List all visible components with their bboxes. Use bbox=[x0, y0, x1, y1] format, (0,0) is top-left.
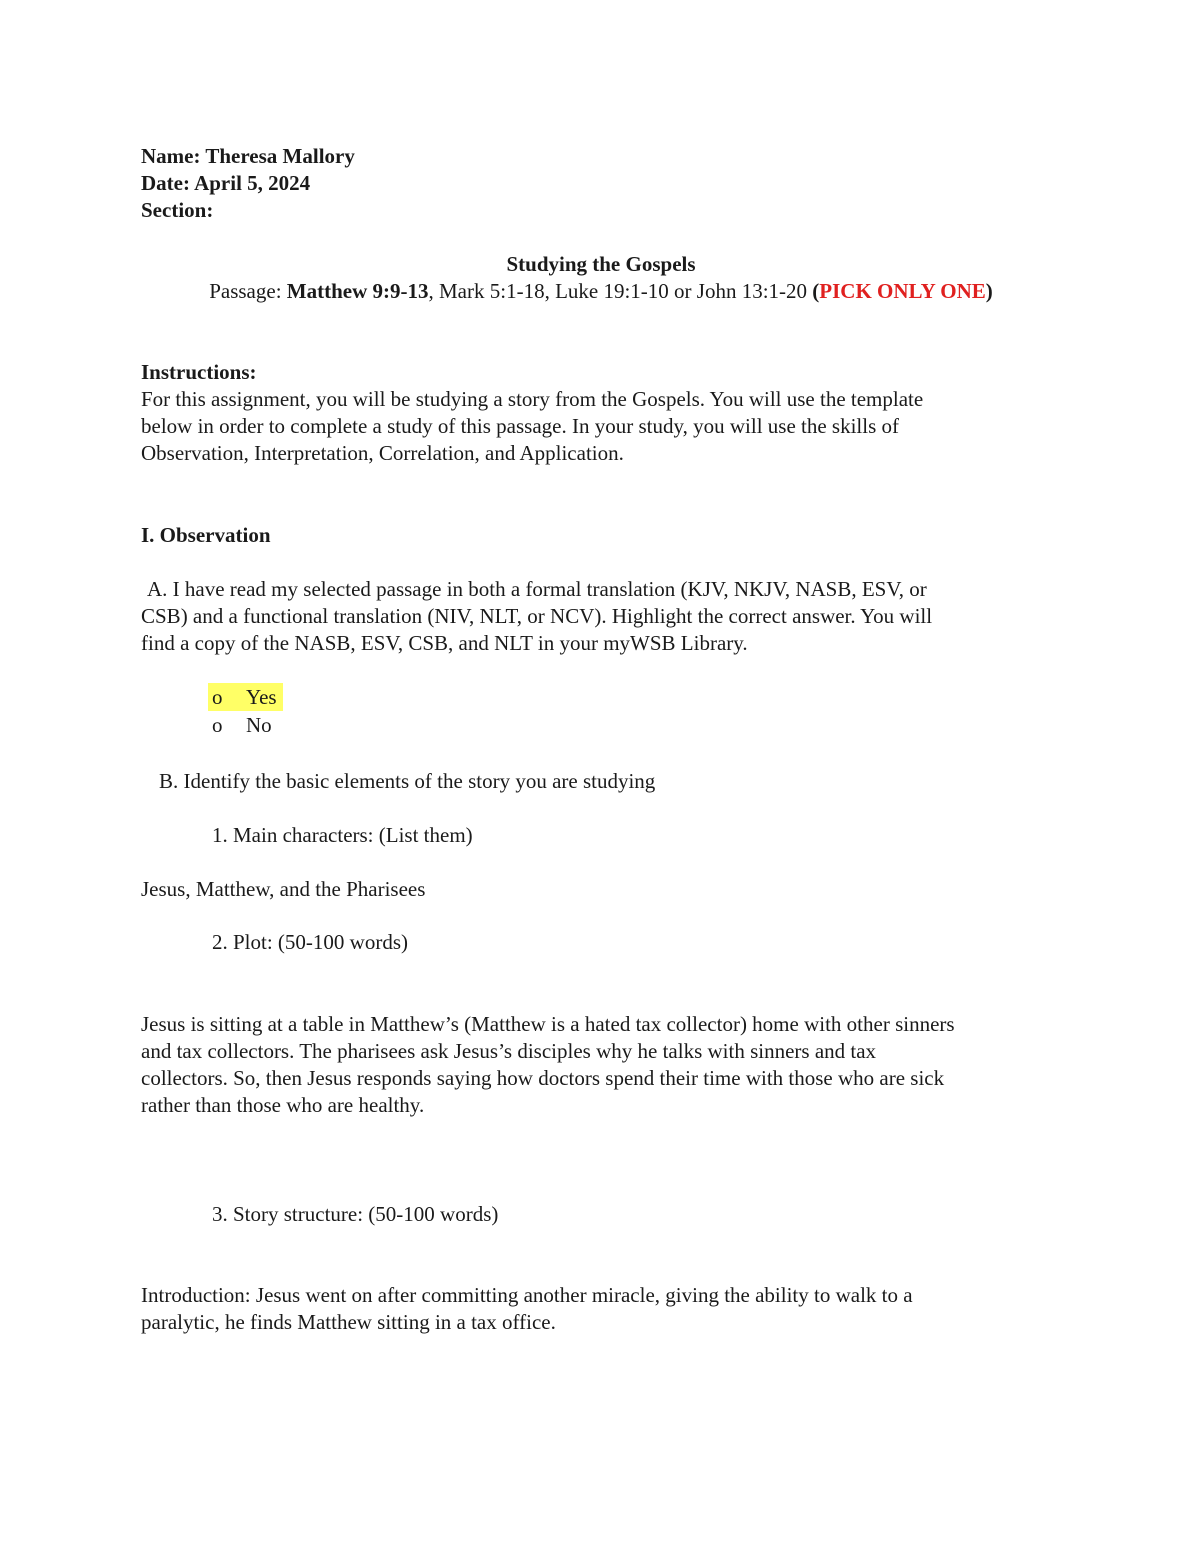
bullet-icon: o bbox=[212, 685, 223, 709]
observation-a-line: A. I have read my selected passage in both a formal translation (KJV, NKJV, NASB, ESV, or bbox=[147, 577, 927, 601]
plot-label: 2. Plot: (50-100 words) bbox=[212, 930, 408, 954]
story-structure-label: 3. Story structure: (50-100 words) bbox=[212, 1202, 499, 1226]
plot-answer-line: collectors. So, then Jesus responds saying how doctors spend their time with those who are sick bbox=[141, 1066, 945, 1090]
main-characters-answer: Jesus, Matthew, and the Pharisees bbox=[141, 877, 426, 901]
plot-answer-line: and tax collectors. The pharisees ask Jesus’s disciples why he talks with sinners and tax bbox=[141, 1039, 877, 1063]
pick-only-one-note: PICK ONLY ONE bbox=[819, 279, 986, 303]
document-title: Studying the Gospels bbox=[506, 252, 696, 276]
story-structure-answer-line: paralytic, he finds Matthew sitting in a tax office. bbox=[141, 1310, 556, 1334]
passage-close-paren: ) bbox=[985, 279, 993, 303]
observation-b-line: B. Identify the basic elements of the story you are studying bbox=[159, 769, 656, 793]
passage-line bbox=[141, 278, 1061, 305]
instructions-heading: Instructions: bbox=[141, 360, 257, 384]
section-line: Section: bbox=[141, 198, 214, 222]
highlighted-answer bbox=[208, 683, 283, 711]
bullet-icon: o bbox=[212, 713, 223, 737]
student-name: Name: Theresa Mallory bbox=[141, 144, 355, 168]
document-page bbox=[141, 143, 1061, 1336]
instructions-line: below in order to complete a study of this passage. In your study, you will use the skills of bbox=[141, 414, 900, 438]
main-characters-label: 1. Main characters: (List them) bbox=[212, 823, 473, 847]
passage-open-paren: ( bbox=[812, 279, 820, 303]
story-structure-answer-line: Introduction: Jesus went on after committing another miracle, giving the ability to walk to a bbox=[141, 1283, 913, 1307]
instructions-line: Observation, Interpretation, Correlation, and Application. bbox=[141, 441, 624, 465]
passage-prefix: Passage: bbox=[209, 279, 287, 303]
option-label: No bbox=[246, 713, 272, 737]
passage-others: , Mark 5:1-18, Luke 19:1-10 or John 13:1-20 bbox=[428, 279, 813, 303]
observation-a-line: CSB) and a functional translation (NIV, NLT, or NCV). Highlight the correct answer. You will bbox=[141, 604, 933, 628]
option-label: Yes bbox=[246, 685, 277, 709]
plot-answer-line: Jesus is sitting at a table in Matthew’s (Matthew is a hated tax collector) home with other sinners bbox=[141, 1012, 955, 1036]
option-yes[interactable] bbox=[141, 683, 1061, 711]
instructions-line: For this assignment, you will be studying a story from the Gospels. You will use the template bbox=[141, 387, 924, 411]
date-line: Date: April 5, 2024 bbox=[141, 171, 311, 195]
passage-selected: Matthew 9:9-13 bbox=[286, 279, 429, 303]
option-no[interactable] bbox=[141, 711, 1061, 739]
plot-answer-line: rather than those who are healthy. bbox=[141, 1093, 425, 1117]
observation-heading: I. Observation bbox=[141, 523, 271, 547]
observation-a-line: find a copy of the NASB, ESV, CSB, and NLT in your myWSB Library. bbox=[141, 631, 748, 655]
